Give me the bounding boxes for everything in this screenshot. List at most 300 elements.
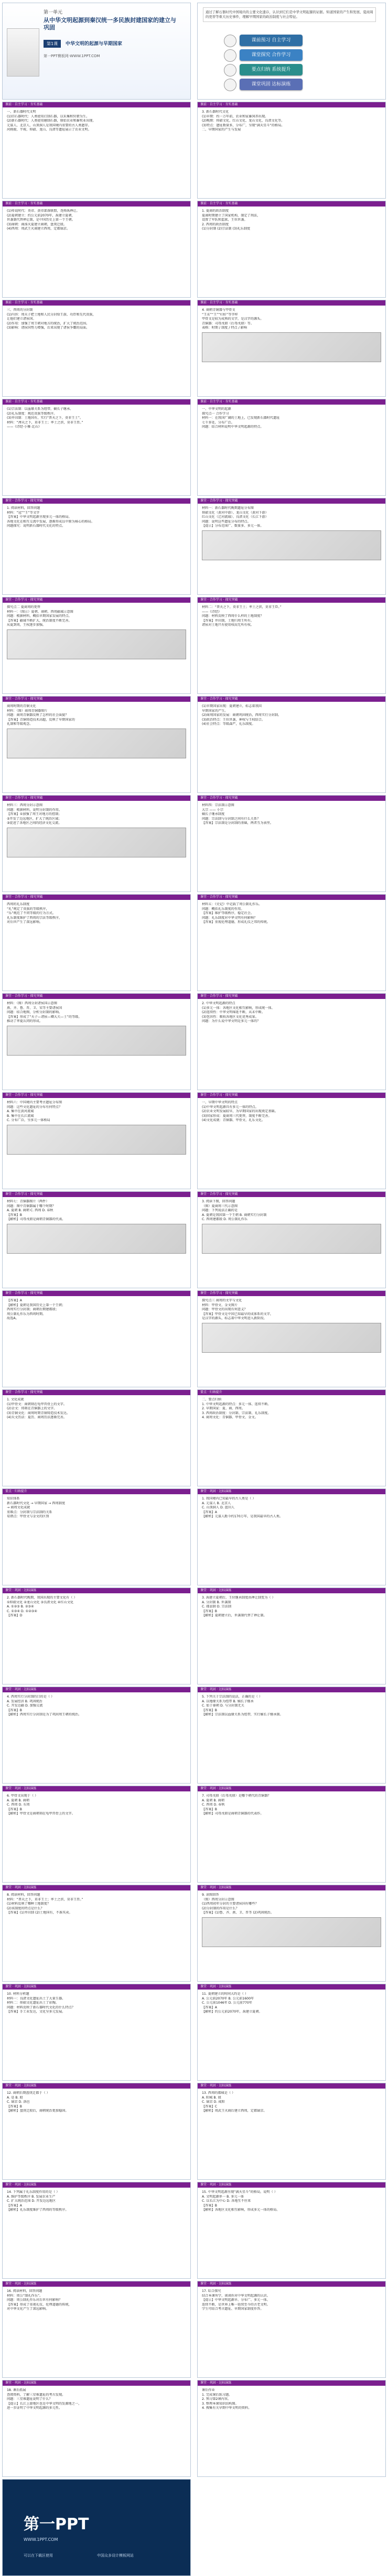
slide-text-line: “乐”规范了不同等级的行为方式。	[7, 911, 56, 916]
slide-38[interactable]	[197, 1786, 386, 1883]
slide-text-line: 10. 材料分析题	[7, 1992, 29, 1996]
footer-brand: 第一PPT	[24, 2515, 89, 2534]
slide-text-line: 学生可结合考古遗址、早期国家制度作答。	[202, 2307, 264, 2311]
slide-body	[202, 1200, 381, 1285]
menu-icon-4	[224, 79, 236, 91]
slide-text-line: 2. 早期国家：夏、商、西周。	[202, 1407, 245, 1411]
slide-body	[202, 2091, 381, 2176]
slide-text-line: 13. 西周的都城是（ ）	[202, 2091, 235, 2095]
slide-text-line: ①仰韶文化 ②龙山文化 ③良渚文化 ④红山文化	[7, 1600, 74, 1604]
slide-header-bar: 课堂 · 合作学习 · 探究突破	[3, 1192, 190, 1197]
slide-header-bar: 课堂 · 合作学习 · 探究突破	[3, 895, 190, 900]
menu-button-2[interactable]: 课堂探究 合作学习	[240, 49, 303, 61]
slide-text-line: (1)分封制 (2)宗法制 (3)礼乐制度	[202, 227, 251, 231]
slide-figure	[202, 530, 381, 560]
slide-text-line: 材料六：中国境内主要考古遗址分布图	[7, 1101, 62, 1104]
slide-text-line: 【提示】分布范围广、数量多、多元一体。	[202, 524, 264, 528]
slide-body	[202, 2190, 381, 2275]
slide-text-line: (2)农业文明发展较早，为早期国家的出现奠定基础。	[202, 1110, 278, 1114]
slide-text-line: 问题：根据材料，说明分封制的作用。	[7, 808, 62, 812]
slide-text-line: (1)材料反映了哪种土地制度？	[7, 1902, 51, 1906]
slide-header-bar: 课堂 · 巩固 · 达标演练	[198, 1885, 385, 1890]
menu-icon-3	[224, 64, 236, 77]
slide-text-line: (1)传说时代：炎帝、黄帝部落联盟，尧舜禹禅让。	[7, 209, 80, 213]
slide-text-line: 二、早期国家的产生与发展	[202, 128, 241, 132]
cover-brand-line: 第一PPT模板网-WWW.1PPT.COM	[44, 54, 100, 58]
slide-figure	[202, 332, 381, 362]
slide-text-line: 【答案】(1)鲁、齐、燕、卫、晋等 (2)巩固统治。	[202, 1911, 274, 1915]
slide-text-line: 1. 我国境内已知最早的古人类是（ ）	[202, 1497, 256, 1501]
cover-title: 中华文明的起源与早期国家	[66, 41, 123, 47]
slide-text-line: 【解析】盘庚迁殷后，商朝统治更加稳固。	[7, 2109, 69, 2113]
slide-header-bar: 课堂 · 合作学习 · 探究突破	[3, 597, 190, 603]
menu-button-1[interactable]: 课前预习 自主学习	[240, 35, 303, 46]
slide-45[interactable]	[2, 2182, 191, 2279]
slide-text-line: 一、新石器时代文明	[7, 110, 36, 114]
slide-text-line: C. 山顶洞人 D. 蓝田人	[202, 1506, 235, 1510]
slide-body	[202, 605, 381, 690]
slide-text-line: C. ①③④ D. ①②③④	[7, 1609, 37, 1613]
slide-text-line: 燕、齐、鲁、晋、卫、宋等主要诸侯国	[7, 1006, 62, 1010]
slide-text-line: 设置了军队和监狱，王位世袭。	[202, 218, 247, 222]
slide-text-line: 从夏到周，王权逐步加强。	[7, 623, 46, 627]
slide-text-line: 一、中华文明的起源	[202, 407, 231, 411]
slide-body	[7, 2388, 186, 2473]
slide-4[interactable]	[197, 102, 386, 199]
slide-body	[7, 1200, 186, 1285]
slide-2[interactable]	[197, 3, 386, 100]
slide-body	[202, 1002, 381, 1086]
slide-text-line: 【答案】C	[202, 2104, 218, 2108]
slide-text-line: ——《诗经》	[202, 610, 222, 614]
slide-text-line: 问题：概括礼乐制度的作用。	[202, 907, 244, 911]
slide-text-line: 结合本课所学，谈谈你对中华文明起源的认识。	[202, 2294, 270, 2298]
slide-text-line: 材料一：在我国广阔的土地上，已发现新石器时代遗址	[202, 416, 280, 420]
slide-header-bar: 课堂 · 巩固 · 达标演练	[3, 1885, 190, 1890]
slide-text-line: ③促进了各地区之间的经济文化交流。	[7, 821, 62, 825]
slide-text-line: 材料二：“普天之下，莫非王土；率土之滨，莫非王臣。”	[202, 605, 282, 609]
cover-subtitle: 从中华文明起源到秦汉统一多民族封建国家的建立与巩固	[44, 17, 176, 31]
slide-text-line: 2. 预习第2课内容。	[202, 2397, 231, 2401]
slide-header-bar: 课前 · 自主学习 · 夯实基础	[3, 102, 190, 107]
slide-text-line: A. 以地缘关系为纽带 B. 嫡长子继承	[202, 1699, 254, 1703]
slide-text-line: (2)分封制的作用是什么？	[202, 1906, 239, 1910]
slide-47[interactable]	[2, 2281, 191, 2378]
slide-text-line: 4. 西周实行分封制的目的是（ ）	[7, 1695, 55, 1699]
slide-body	[7, 803, 186, 888]
slide-text-line: A. 亳 B. 殷	[7, 2095, 23, 2100]
slide-text-line: 材料：“溥天之下，莫非王土；率土之滨，莫非王臣。”	[7, 420, 83, 425]
cover-unit: 第一单元	[44, 10, 63, 15]
slide-text-line: 【解析】司母戊鼎是商朝青铜器的代表。	[7, 1218, 66, 1222]
slide-51[interactable]	[2, 2479, 191, 2576]
slide-text-line: 【答案】B	[202, 1708, 217, 1712]
slide-text-line: (1)旧石器时代：人类使用打制石器，以采集和狩猎为生。	[7, 114, 90, 118]
slide-text-line: (3)青铜文化：商周时期青铜铸造技术发达。	[7, 1411, 70, 1415]
slide-text-line: 3. 西周政治制度：分封制、宗法制、礼乐制度。	[202, 1411, 271, 1415]
slide-text-line: 一、早期中华文明的特点	[202, 1101, 238, 1104]
slide-text-line: (2)该制度的特点是什么？	[7, 1906, 44, 1910]
slide-text-line: A. 集中在黄河流域	[7, 1110, 34, 1114]
slide-text-line: 17. 综合探究	[202, 2289, 221, 2293]
slide-text-line: (2)晚期：仰韶文化、红山文化、龙山文化、良渚文化等。	[202, 119, 285, 123]
slide-text-line: 【答案】形成了重视礼仪、伦理道德的传统，	[7, 2302, 72, 2307]
slide-body	[202, 1497, 381, 1582]
slide-text-line: 3. 禹建立夏朝后，王位继承制度由禅让制变为（ ）	[202, 1596, 275, 1600]
slide-header-bar: 课前 · 自主学习 · 夯实基础	[3, 300, 190, 306]
slide-9[interactable]	[2, 399, 191, 496]
slide-header-bar: 课堂 · 巩固 · 达标演练	[198, 2281, 385, 2287]
slide-header-bar: 课堂 · 巩固 · 达标演练	[198, 2182, 385, 2188]
slide-13[interactable]	[2, 597, 191, 694]
slide-25[interactable]	[2, 1191, 191, 1288]
slide-text-line: “礼”规定了贵族的等级秩序，	[7, 907, 49, 911]
slide-text-line: 知识体系	[7, 1497, 20, 1501]
slide-text-line: “王亥”“王”“妇好”等字样	[202, 312, 238, 317]
slide-23[interactable]	[2, 1092, 191, 1189]
slide-text-line: 3. 整理本课知识结构图。	[202, 2401, 239, 2406]
slide-text-line: A. 分封制 B. 世袭制	[202, 1600, 231, 1604]
slide-text-line: (3)影响：诸侯国势力增强，后来出现了诸侯争霸的局面。	[7, 326, 90, 330]
slide-header-bar: 课堂 · 巩固 · 达标演练	[3, 2281, 190, 2287]
slide-text-line: 嫡长子继承制度	[202, 812, 225, 817]
slide-header-bar: 课堂 · 巩固 · 达标演练	[3, 1588, 190, 1593]
slide-header-bar: 课堂 · 巩固 · 达标演练	[3, 1687, 190, 1692]
slide-15[interactable]	[2, 696, 191, 793]
slide-text-line: 材料三：西周分封示意图	[7, 803, 43, 807]
slide-text-line: C. 公元前1046年 D. 公元前770年	[202, 2001, 252, 2005]
slide-body	[202, 110, 381, 195]
slide-body	[7, 407, 186, 492]
slide-text-line: 【提示】长江上游地区也是中华文明的发源地之一，	[7, 2401, 82, 2406]
slide-text-line: 材料：（图）西周分封诸侯国示意图	[7, 1002, 57, 1005]
slide-text-line: 七千多处，分布广泛。	[202, 420, 234, 425]
slide-body	[7, 506, 186, 591]
slide-text-line: C. 以长江为中心 D. 各地互不往来	[202, 2199, 251, 2203]
slide-header-bar: 课堂 · 合作学习 · 探究突破	[3, 1390, 190, 1395]
slide-text-line: 探究点三 商周的文字与文化	[202, 1299, 242, 1302]
slide-text-line: 【解析】夏朝是我国历史上第一个王朝；	[7, 1303, 66, 1307]
slide-text-line: 【答案】A	[202, 2005, 217, 2009]
slide-text-line: (1)宗法制：以血缘关系为纽带，嫡长子继承。	[7, 407, 73, 411]
slide-figure	[202, 1323, 381, 1353]
slide-text-line: B. 集中在长江流域	[7, 1114, 34, 1118]
slide-header-bar: 课堂 · 巩固 · 达标演练	[3, 2083, 190, 2089]
slide-text-line: 14. 下列属于礼乐制度作用的是（ ）	[7, 2190, 60, 2194]
slide-text-line: 【答案】(1)井田制 (2)土地国有，不准买卖。	[7, 1911, 72, 1915]
slide-text-line: (4)西周：周武王灭商建立西周，定都镐京。	[7, 227, 70, 231]
slide-text-line: A. 维护等级秩序 B. 发展农业生产	[7, 2194, 56, 2199]
slide-text-line: (1)早期国家出现：夏朝建立，标志着我国	[202, 704, 262, 708]
slide-body	[202, 704, 381, 789]
slide-figure	[7, 1125, 186, 1155]
slide-text-line: 【答案】手工业发达，文化呈多元发展。	[7, 2010, 66, 2014]
slide-body	[7, 1893, 186, 1978]
slide-header-bar: 课堂 · 合作学习 · 探究突破	[198, 597, 385, 603]
slide-text-line: 材料七：青铜器图片（两件）	[7, 1200, 49, 1203]
slide-41[interactable]	[2, 1984, 191, 2081]
slide-5[interactable]	[2, 201, 191, 298]
menu-button-4[interactable]: 课堂巩固 达标演练	[240, 79, 303, 90]
slide-text-line: (4)天文历法：夏历、商周历法逐渐完善。	[7, 1416, 67, 1420]
slide-8[interactable]	[197, 300, 386, 397]
slide-body	[7, 605, 186, 690]
slide-text-line: 问题：图中青铜器属于哪个时期？	[7, 1204, 56, 1208]
slide-34[interactable]	[197, 1588, 386, 1684]
slide-text-line: 重难点：分封制与宗法制的关系	[7, 1510, 52, 1514]
slide-text-line: 3. 阅读下图，回答问题	[202, 1200, 235, 1203]
slide-text-line: 【答案】A	[202, 1510, 217, 1514]
slide-text-line: (1)甲骨文：商朝刻在龟甲兽骨上的文字。	[7, 1402, 67, 1406]
slide-3[interactable]	[2, 102, 191, 199]
slide-body	[7, 1299, 186, 1384]
slide-1[interactable]	[2, 3, 191, 100]
slide-text-line: A. 夏朝是我国第一个王朝 B. 商朝实行分封制	[202, 1213, 267, 1217]
slide-text-line: 问题：商周青铜器反映了怎样的社会面貌？	[7, 713, 69, 718]
slide-7[interactable]	[2, 300, 191, 397]
menu-icon-1	[224, 35, 236, 47]
footer-caption-1: 可以在下载区使用	[24, 2553, 53, 2558]
slide-text-line: 【答案】重视伦理道德，形成礼仪之邦的传统。	[202, 920, 270, 925]
slide-text-line: (1)多元一体：各地区文化相互影响，形成统一体。	[202, 1006, 275, 1010]
slide-header-bar: 课前 · 自主学习 · 夯实基础	[198, 201, 385, 206]
slide-17[interactable]	[2, 795, 191, 892]
slide-text-line: （图）西周分封示意图	[202, 1897, 234, 1901]
menu-button-3[interactable]: 要点归纳 系统提升	[240, 64, 303, 75]
slide-text-line: 问题：结合地图，分析分封制的影响。	[7, 1010, 62, 1015]
slide-43[interactable]	[2, 2083, 191, 2180]
slide-header-bar: 课堂 · 巩固 · 达标演练	[3, 1786, 190, 1791]
slide-body	[7, 1497, 186, 1582]
slide-body	[202, 209, 381, 294]
slide-text-line: 9. 读图回答	[202, 1893, 219, 1897]
slide-text-line: 【解析】宗法制以血缘关系为纽带，实行嫡长子继承制。	[202, 1713, 283, 1717]
slide-text-line: 诸侯对土地只有使用权而无所有权。	[202, 623, 254, 627]
slide-body	[7, 2190, 186, 2275]
slide-figure	[7, 1224, 186, 1254]
slide-text-line: 【答案】形成了“天子—诸侯—卿大夫—士”的等级。	[7, 1015, 82, 1019]
slide-16[interactable]	[197, 696, 386, 793]
slide-text-line: 西周实行分封制；商朝后期建都殷；	[7, 1308, 59, 1312]
slide-text-line: 早期国家的产生。	[202, 709, 228, 713]
slide-header-bar: 课堂 · 合作学习 · 探究突破	[198, 697, 385, 702]
slide-text-line: A. 元谋人 B. 北京人	[202, 1501, 231, 1505]
slide-header-bar: 课堂 · 合作学习 · 探究突破	[198, 796, 385, 801]
slide-text-line: 材料五：《史记》中记载了周公制礼作乐。	[202, 903, 262, 906]
slide-figure	[7, 729, 186, 758]
slide-text-line: 【提示】中华文明起源早、分布广、多元一体、	[202, 2298, 270, 2302]
slide-body	[7, 1695, 186, 1780]
slide-text-line: 各地文化在相互交流中发展，逐渐形成以中原为核心的格局。	[7, 519, 95, 524]
slide-19[interactable]	[2, 894, 191, 991]
footer-caption-2: 中国众多设计模板网站	[97, 2553, 134, 2558]
slide-text-line: 【答案】宗法制是分封制的基础，两者互为表里。	[202, 821, 274, 825]
slide-text-line: 材料：甲骨文、金文图片	[202, 1303, 238, 1307]
slide-text-line: 问题探究：说明新石器时代文化的特点。	[7, 524, 66, 528]
slide-text-line: C. 始于秦朝 D. 与分封制无关	[202, 1704, 244, 1708]
slide-body	[202, 1695, 381, 1780]
slide-header-bar: 课前 · 自主学习 · 夯实基础	[3, 201, 190, 206]
slide-text-line: 1. 完成课后练习题。	[202, 2393, 232, 2397]
slide-text-line: 【答案】B	[7, 1708, 22, 1712]
slide-header-bar: 课堂 · 合作学习 · 探究突破	[198, 895, 385, 900]
slide-text-line: 问题：礼乐制度对中华文明有何影响？	[202, 916, 257, 920]
slide-text-line: 问题：材料反映了新石器时代文化的什么特点？	[7, 2005, 75, 2009]
slide-text-line: 【答案】甲骨文是中国已知最早的成体系的文字，	[202, 1312, 274, 1316]
slide-26[interactable]	[197, 1191, 386, 1288]
slide-header-bar: 课堂 · 巩固 · 达标演练	[198, 1588, 385, 1593]
slide-text-line: (1)中华文明起源具有多元一体的特点。	[202, 1105, 258, 1109]
slide-37[interactable]	[2, 1786, 191, 1883]
slide-48[interactable]	[197, 2281, 386, 2378]
slide-body	[202, 1992, 381, 2077]
slide-header-bar: 课前 · 自主学习 · 夯实基础	[3, 399, 190, 405]
slide-text-line: 甲骨文是较为成熟的文字，是汉字的源头。	[202, 317, 264, 321]
slide-text-line: 【答案】B	[202, 1807, 217, 1811]
slide-10[interactable]	[197, 399, 386, 496]
slide-text-line: → 商周文化成就	[7, 1506, 30, 1510]
slide-header-bar: 课前 · 自主学习 · 夯实基础	[198, 102, 385, 107]
slide-44[interactable]	[197, 2083, 386, 2180]
slide-text-line: A. 夏朝 B. 商朝 C. 西周 D. 春秋	[7, 1209, 53, 1213]
slide-18[interactable]	[197, 795, 386, 892]
slide-body	[7, 1002, 186, 1086]
slide-text-line: (3)商朝：商汤灭夏建立商朝，盘庚迁殷。	[7, 222, 67, 226]
slide-text-line: C. 扩大统治范围 D. 开发边远地区	[7, 2199, 56, 2203]
slide-text-line: 16. 阅读材料，回答问题	[7, 2289, 42, 2293]
slide-text-line: A. 公元前2070年 B. 公元前1600年	[202, 1996, 254, 2001]
slide-header-bar: 课堂 · 合作学习 · 探究突破	[198, 994, 385, 999]
slide-figure	[7, 629, 186, 659]
slide-text-line: 问题：这些文化遗址的分布有何特点？	[7, 1105, 62, 1109]
slide-46[interactable]	[197, 2182, 386, 2279]
footer-banner	[3, 2480, 190, 2575]
slide-text-line: C. 郡县制 D. 宗法制	[202, 1605, 232, 1609]
slide-body	[202, 903, 381, 987]
slide-33[interactable]	[2, 1588, 191, 1684]
slide-text-line: 夏商时期建立了国家机构，制定了刑法，	[202, 213, 261, 218]
cover-illustration	[7, 28, 39, 77]
slide-text-line: 二、要点归纳	[202, 1398, 222, 1401]
slide-text-line: (2)连续性：中华文明绵延不断，从未中断。	[202, 1010, 265, 1015]
slide-body	[202, 1893, 381, 1978]
slide-text-line: A. 夏朝 B. 商朝	[7, 1798, 29, 1802]
slide-text-line: 材料一：良渚文化遗址出土了大量玉器。	[7, 1996, 66, 2001]
slide-body	[7, 1101, 186, 1186]
slide-text-line: 1. 阅读材料，回答问题	[7, 506, 40, 510]
slide-22[interactable]	[197, 993, 386, 1090]
slide-29[interactable]	[2, 1389, 191, 1486]
slide-text-line: 三、西周的分封制	[7, 308, 33, 312]
slide-text-line: 18. 课后拓展	[7, 2388, 26, 2392]
slide-header-bar: 课堂 · 巩固 · 达标演练	[3, 1984, 190, 1990]
slide-text-line: 1. 文化成就	[7, 1398, 24, 1401]
intro-text: 通过了解石器时代中国境内的主要文化遗存，认识到它们是中华文明起源的证据。知道国家的产生和发展、夏商周的更替等重大历史事件，理解早期国家的政治制度与社会特征。	[203, 7, 376, 22]
slide-text-line: (3)特点：遗址数量多，分布广，呈现“满天星斗”的格局。	[202, 123, 285, 127]
slide-header-bar: 课堂 · 合作学习 · 探究突破	[198, 498, 385, 504]
slide-text-line: C. 分布广泛，呈多元一体格局	[7, 1118, 50, 1123]
slide-text-line: 2. 新石器时代晚期，我国出现的主要文化有（ ）	[7, 1596, 77, 1600]
slide-text-line: 【答案】B	[7, 2104, 22, 2108]
slide-text-line: 1. 夏商的政治制度	[202, 209, 229, 213]
slide-36[interactable]	[197, 1687, 386, 1784]
slide-body	[202, 2388, 381, 2473]
slide-21[interactable]	[2, 993, 191, 1090]
slide-text-line: (2)作用：加强了周王朝对地方的统治，扩大了统治范围。	[7, 321, 90, 325]
slide-text-line: 【答案】D	[7, 1614, 23, 1618]
slide-text-line: (3)包容性：吸收各地区文化优秀成果。	[202, 1015, 258, 1019]
slide-header-bar: 课堂 · 合作学习 · 探究突破	[3, 498, 190, 504]
slide-text-line: 4. 搜集有关早期中华文明的资料。	[202, 2406, 252, 2410]
slide-text-line: 6. 甲骨文出现于（ ）	[7, 1794, 38, 1798]
slide-header-bar: 课堂 · 巩固 · 达标演练	[198, 1489, 385, 1494]
slide-32[interactable]	[197, 1488, 386, 1585]
slide-header-bar: 要点 · 归纳提升	[3, 1489, 190, 1494]
slide-text-line: C. 镐京 D. 咸阳	[202, 2100, 225, 2104]
slide-text-line: 是汉字的源头，标志着中华文明进入新阶段。	[202, 1317, 267, 1321]
slide-body	[202, 407, 381, 492]
slide-text-line: (3)国家形成：夏商周三代更替，制度不断完善。	[202, 1114, 272, 1118]
slide-header-bar: 课堂 · 巩固 · 达标演练	[198, 1984, 385, 1990]
slide-body	[202, 1794, 381, 1879]
slide-text-line: 【答案】B	[7, 1807, 22, 1811]
slide-49[interactable]	[2, 2380, 191, 2477]
slide-text-line: 商周时期的青铜文化	[7, 704, 36, 708]
slide-28[interactable]	[197, 1290, 386, 1387]
slide-body	[7, 308, 186, 393]
slide-text-line: 【答案】维护等级秩序，稳定社会。	[202, 911, 254, 916]
slide-27[interactable]	[2, 1290, 191, 1387]
slide-39[interactable]	[2, 1885, 191, 1982]
slide-31[interactable]	[2, 1488, 191, 1585]
slide-header-bar: 课前 · 自主学习 · 夯实基础	[198, 300, 385, 306]
slide-text-line: 【解析】司母戊鼎是商朝青铜器的代表作。	[202, 1812, 264, 1816]
slide-30[interactable]	[197, 1389, 386, 1486]
slide-35[interactable]	[2, 1687, 191, 1784]
slide-text-line: 礼制和等级观念。	[7, 722, 33, 726]
slide-text-line: 问题：甲骨文的出现有何意义？	[202, 1308, 247, 1312]
slide-header-bar: 课堂 · 合作学习 · 探究突破	[3, 697, 190, 702]
slide-header-bar: 要点 · 归纳提升	[198, 1390, 385, 1395]
slide-text-line: 材料：周公“制礼作乐”。	[7, 2294, 43, 2298]
slide-text-line: 材料：“普天之下，莫非王土；率土之滨，莫非王臣。”	[7, 1897, 83, 1901]
slide-14[interactable]	[197, 597, 386, 694]
slide-24[interactable]	[197, 1092, 386, 1189]
slide-header-bar: 课堂 · 合作学习 · 探究突破	[3, 994, 190, 999]
slide-text-line: 易错点：甲骨文与金文的区别	[7, 1515, 49, 1519]
slide-header-bar: 课前 · 自主学习 · 夯实基础	[198, 399, 385, 405]
slide-text-line: ②开发了边远地区，扩大了统治区域；	[7, 817, 62, 821]
slide-50[interactable]	[197, 2380, 386, 2477]
slide-figure	[202, 1224, 381, 1254]
slide-text-line: 礼乐制度维护了西周的宗法等级秩序，	[7, 916, 62, 920]
slide-text-line: 探究点二 夏商周的更替	[7, 605, 40, 609]
slide-text-line: (3)井田制：土地国有，实行“普天之下，莫非王土”。	[7, 416, 83, 420]
slide-text-line: 8. 阅读材料，回答问题	[7, 1893, 40, 1897]
slide-12[interactable]	[197, 498, 386, 595]
slide-20[interactable]	[197, 894, 386, 991]
slide-header-bar: 课堂 · 巩固 · 达标演练	[3, 2182, 190, 2188]
slide-6[interactable]	[197, 201, 386, 298]
slide-text-line: 【答案】A	[7, 2203, 22, 2208]
slide-header-bar: 课堂 · 合作学习 · 探究突破	[198, 1093, 385, 1098]
slide-text-line: 【解析】甲骨文是商朝刻在龟甲兽骨上的文字。	[7, 1812, 75, 1816]
slide-11[interactable]	[2, 498, 191, 595]
slide-40[interactable]	[197, 1885, 386, 1982]
slide-text-line: A. 夏朝 B. 商朝	[202, 1798, 224, 1802]
slide-42[interactable]	[197, 1984, 386, 2081]
slide-header-bar: 课堂 · 巩固 · 达标演练	[198, 1687, 385, 1692]
